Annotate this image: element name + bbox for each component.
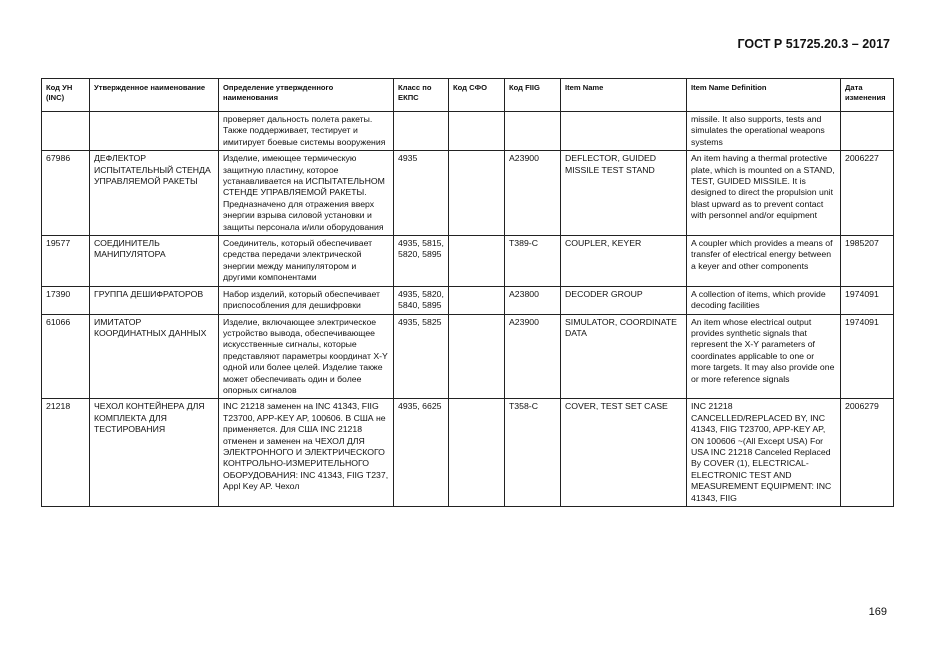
cell-date: 1974091 (841, 286, 894, 314)
cell-class: 4935, 5825 (394, 314, 449, 399)
cell-fiig: T389-C (505, 236, 561, 287)
col-header-inc: Код УН (INC) (42, 79, 90, 112)
cell-sfo (449, 236, 505, 287)
cell-definition-ru: проверяет дальность полета ракеты. Также поддерживает, тестирует и имитирует боевые системы вооружения (219, 112, 394, 151)
cell-fiig: A23800 (505, 286, 561, 314)
col-header-fiig: Код FIIG (505, 79, 561, 112)
cell-item-definition: An item having a thermal protective plate, which is mounted on a STAND, TEST, GUIDED MISSILE. It is designed to direct the propulsion unit blast upward as to prevent contact with personnel and/or equipment (687, 151, 841, 236)
cell-item-definition: missile. It also supports, tests and simulates the operational weapons systems (687, 112, 841, 151)
col-header-definition-ru: Определение утвержденного наименования (219, 79, 394, 112)
cell-class: 4935, 6625 (394, 399, 449, 507)
cell-sfo (449, 399, 505, 507)
cell-inc: 17390 (42, 286, 90, 314)
cell-definition-ru: Набор изделий, который обеспечивает приспособления для дешифровки (219, 286, 394, 314)
col-header-item-name: Item Name (561, 79, 687, 112)
cell-name-ru (90, 112, 219, 151)
table-header-row (42, 79, 894, 112)
cell-inc: 61066 (42, 314, 90, 399)
cell-date: 1974091 (841, 314, 894, 399)
cell-item-name: COVER, TEST SET CASE (561, 399, 687, 507)
cell-inc: 67986 (42, 151, 90, 236)
cell-name-ru: ДЕФЛЕКТОР ИСПЫТАТЕЛЬНЫЙ СТЕНДА УПРАВЛЯЕМОЙ РАКЕТЫ (90, 151, 219, 236)
cell-item-definition: An item whose electrical output provides synthetic signals that represent the X-Y parameters of coordinates applicable to one or more targets. It may also provide one or more reference signals (687, 314, 841, 399)
cell-inc (42, 112, 90, 151)
cell-name-ru: ГРУППА ДЕШИФРАТОРОВ (90, 286, 219, 314)
cell-fiig: T358-C (505, 399, 561, 507)
cell-item-name (561, 112, 687, 151)
cell-sfo (449, 151, 505, 236)
cell-definition-ru: Изделие, имеющее термическую защитную пластину, которое устанавливается на ИСПЫТАТЕЛЬНОМ СТЕНДЕ УПРАВЛЯЕМОЙ РАКЕТЫ. Предназначено для отражения вверх энергии взрыва силовой установки и защиты персонала и/или оборудования (219, 151, 394, 236)
cell-date (841, 112, 894, 151)
cell-name-ru: СОЕДИНИТЕЛЬ МАНИПУЛЯТОРА (90, 236, 219, 287)
cell-date: 2006227 (841, 151, 894, 236)
cell-item-definition: A collection of items, which provide decoding facilities (687, 286, 841, 314)
table-row (42, 112, 894, 151)
cell-sfo (449, 112, 505, 151)
cell-item-definition: A coupler which provides a means of transfer of electrical energy between a keyer and other components (687, 236, 841, 287)
cell-sfo (449, 314, 505, 399)
cell-class: 4935 (394, 151, 449, 236)
page-number: 169 (868, 606, 887, 618)
cell-class: 4935, 5820, 5840, 5895 (394, 286, 449, 314)
document-id: ГОСТ Р 51725.20.3 – 2017 (737, 37, 890, 51)
cell-item-definition: INC 21218 CANCELLED/REPLACED BY, INC 41343, FIIG T23700, APP-KEY AP, ON 100606 ~(All Except USA) For USA INC 21218 Canceled Replaced By COVER (1), ELECTRICAL-ELECTRONIC TEST AND MEASUREMENT EQUIPMENT: INC 41343, FIIG (687, 399, 841, 507)
cell-fiig (505, 112, 561, 151)
table-row (42, 314, 894, 399)
col-header-name-ru: Утвержденное наименование (90, 79, 219, 112)
cell-definition-ru: INC 21218 заменен на INC 41343, FIIG T23700, APP-KEY AP, 100606. В США не применяется. Для США INC 21218 отменен и заменен на ЧЕХОЛ ДЛЯ ЭЛЕКТРОННОГО И ЭЛЕКТРИЧЕСКОГО КОНТРОЛЬНО-ИЗМЕРИТЕЛЬНОГО ОБОРУДОВАНИЯ: INC 41343, FIIG T237, Appl Key AP. Чехол (219, 399, 394, 507)
table-row (42, 399, 894, 507)
cell-inc: 19577 (42, 236, 90, 287)
cell-item-name: COUPLER, KEYER (561, 236, 687, 287)
cell-item-name: DEFLECTOR, GUIDED MISSILE TEST STAND (561, 151, 687, 236)
cell-class (394, 112, 449, 151)
col-header-class: Класс по ЕКПС (394, 79, 449, 112)
cell-sfo (449, 286, 505, 314)
col-header-date: Дата изменения (841, 79, 894, 112)
col-header-item-definition: Item Name Definition (687, 79, 841, 112)
cell-date: 1985207 (841, 236, 894, 287)
cell-item-name: SIMULATOR, COORDINATE DATA (561, 314, 687, 399)
cell-name-ru: ЧЕХОЛ КОНТЕЙНЕРА ДЛЯ КОМПЛЕКТА ДЛЯ ТЕСТИРОВАНИЯ (90, 399, 219, 507)
cell-inc: 21218 (42, 399, 90, 507)
cell-fiig: A23900 (505, 314, 561, 399)
cell-item-name: DECODER GROUP (561, 286, 687, 314)
cell-name-ru: ИМИТАТОР КООРДИНАТНЫХ ДАННЫХ (90, 314, 219, 399)
cell-class: 4935, 5815, 5820, 5895 (394, 236, 449, 287)
col-header-sfo: Код СФО (449, 79, 505, 112)
data-table (41, 78, 894, 507)
cell-definition-ru: Изделие, включающее электрическое устройство вывода, обеспечивающее искусственные сигналы, которые представляют параметры координат X-Y одной или более целей. Изделие также может обеспечивать один и более опорных сигналов (219, 314, 394, 399)
cell-fiig: A23900 (505, 151, 561, 236)
cell-date: 2006279 (841, 399, 894, 507)
cell-definition-ru: Соединитель, который обеспечивает средства передачи электрической энергии между манипулятором и другими компонентами (219, 236, 394, 287)
table-row (42, 286, 894, 314)
table-row (42, 151, 894, 236)
table-row (42, 236, 894, 287)
